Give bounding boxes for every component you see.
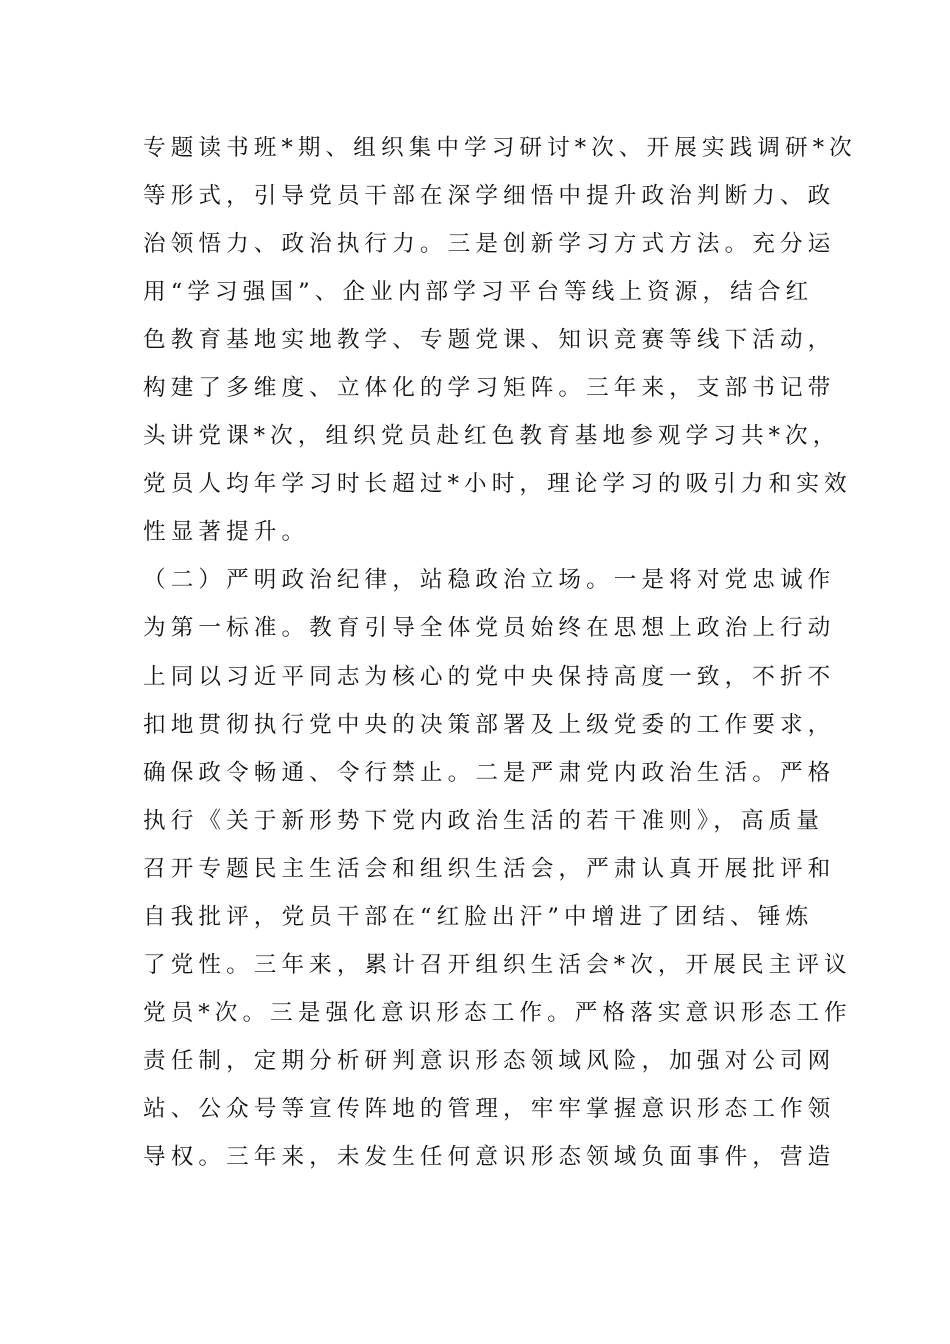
text-line: 扣地贯彻执行党中央的决策部署及上级党委的工作要求，: [143, 711, 836, 738]
text-line: 构建了多维度、立体化的学习矩阵。三年来，支部书记带: [143, 375, 836, 402]
text-line: 执行《关于新形势下党内政治生活的若干准则》，高质量: [143, 807, 825, 834]
text-line: 头讲党课*次，组织党员赴红色教育基地参观学习共*次，: [143, 423, 841, 450]
section-heading-line: （二）严明政治纪律，站稳政治立场。一是将对党忠诚作: [143, 567, 836, 594]
text-line: 色教育基地实地教学、专题党课、知识竞赛等线下活动，: [143, 327, 836, 354]
body-text: [143, 124, 857, 1181]
text-line: 确保政令畅通、令行禁止。二是严肃党内政治生活。严格: [143, 759, 836, 786]
text-line: 上同以习近平同志为核心的党中央保持高度一致，不折不: [143, 663, 836, 690]
text-line: 为第一标准。教育引导全体党员始终在思想上政治上行动: [143, 615, 836, 642]
text-line: 了党性。三年来，累计召开组织生活会*次，开展民主评议: [143, 951, 852, 978]
text-line: 召开专题民主生活会和组织生活会，严肃认真开展批评和: [143, 855, 836, 882]
text-line: 站、公众号等宣传阵地的管理，牢牢掌握意识形态工作领: [143, 1095, 836, 1122]
text-line: 专题读书班*期、组织集中学习研讨*次、开展实践调研*次: [143, 135, 857, 161]
text-line: 等形式，引导党员干部在深学细悟中提升政治判断力、政: [143, 183, 836, 210]
text-line: 用“学习强国”、企业内部学习平台等线上资源，结合红: [143, 279, 814, 306]
text-line: 性显著提升。: [143, 519, 310, 546]
text-line: 导权。三年来，未发生任何意识形态领域负面事件，营造: [143, 1143, 836, 1170]
text-line: 党员人均年学习时长超过*小时，理论学习的吸引力和实效: [143, 471, 852, 498]
text-line: 治领悟力、政治执行力。三是创新学习方式方法。充分运: [143, 231, 836, 258]
text-line: 自我批评，党员干部在“红脸出汗”中增进了团结、锤炼: [143, 903, 814, 930]
text-line: 责任制，定期分析研判意识形态领域风险，加强对公司网: [143, 1047, 836, 1074]
text-line: 党员*次。三是强化意识形态工作。严格落实意识形态工作: [143, 999, 852, 1026]
